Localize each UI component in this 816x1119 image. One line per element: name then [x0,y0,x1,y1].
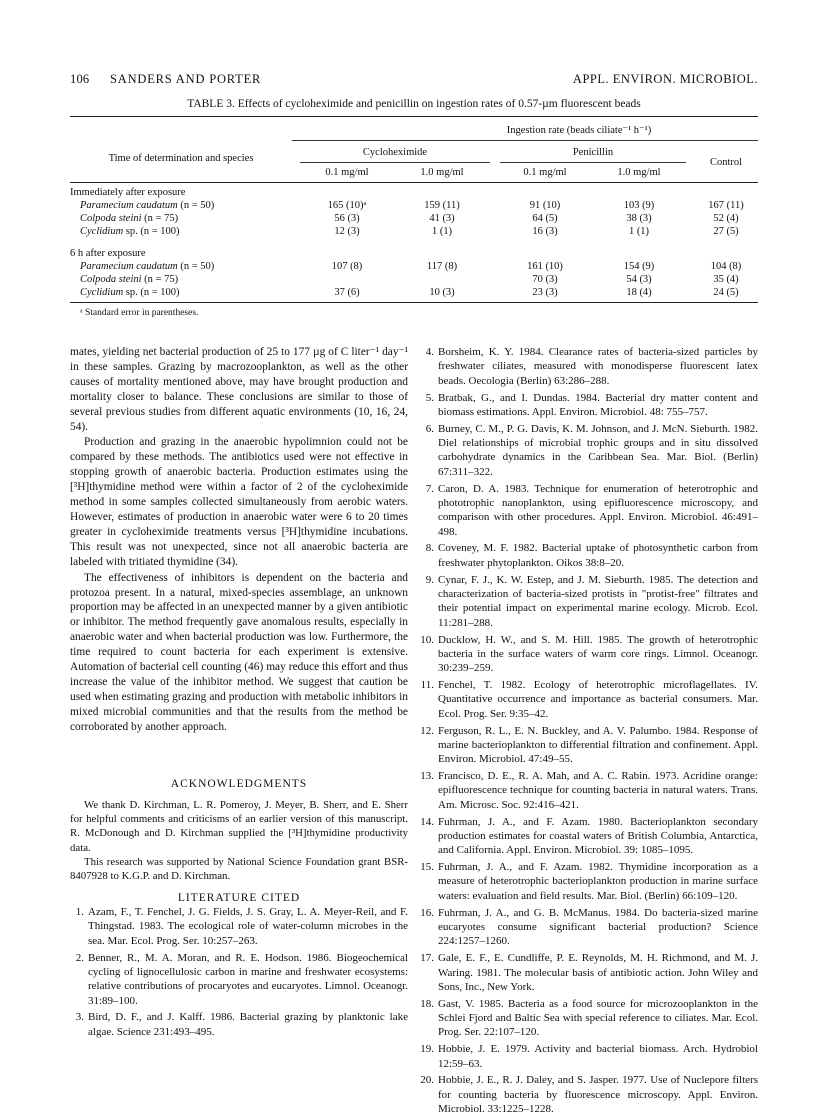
table-cell: 1 (1) [628,226,650,237]
table-row-species: Colpoda steini (n = 75) [80,274,179,285]
acknowledgments-section [70,777,408,906]
reference-item: 13 . Francisco, D. E., R. A. Mah, and A. C. Rabin. 1973. Acridine orange: epifluorescence technique for counting bacteria in natural waters. Trans. Am. Microsc. Soc. 92:416–421. [420,769,758,812]
table-cell: 52 (4) [713,213,739,224]
table-cell: 41 (3) [429,213,455,224]
reference-item: 15 . Fuhrman, J. A., and F. Azam. 1982. Thymidine incorporation as a measure of heterotrophic bacterioplankton production in marine surface waters: evaluation and field results. Mar. Biol. (Berlin) 66:109–120. [420,860,758,903]
reference-item: 20 . Hobbie, J. E., R. J. Daley, and S. Jasper. 1977. Use of Nuclepore filters for counting bacteria by fluorescence microscopy. Appl. Environ. Microbiol. 33:1225–1228. [420,1073,758,1116]
acknowledgments-funding: This research was supported by National Science Foundation grant BSR-8407928 to K.G.P. and D. Kirchman. [70,855,408,882]
cycloheximide-header: Cycloheximide [362,147,428,158]
table-cell: 104 (8) [710,261,742,272]
table-cell: 161 (10) [527,261,563,272]
reference-item: 14 . Fuhrman, J. A., and F. Azam. 1980. Bacterioplankton secondary production estimates for coastal waters of British Columbia, Antarctica, and California. Appl. Environ. Microbiol. 39: 1085–1095. [420,815,758,858]
reference-item: 19 . Hobbie, J. E. 1979. Activity and bacterial biomass. Arch. Hydrobiol 12:59–63. [420,1042,758,1071]
subcol-cyclo-1.0: 1.0 mg/ml [420,167,464,178]
ingestion-rate-header: Ingestion rate (beads ciliate⁻¹ h⁻¹) [506,125,652,136]
reference-list-left [70,905,408,1042]
table-cell: 23 (3) [532,287,558,298]
table-cell: 18 (4) [626,287,652,298]
reference-item: 10 . Ducklow, H. W., and S. M. Hill. 1985. The growth of heterotrophic bacteria in the surface waters of warm core rings. Limnol. Oceanogr. 30:239–259. [420,633,758,676]
reference-item: 12 . Ferguson, R. L., E. N. Buckley, and A. V. Palumbo. 1984. Response of marine bacterioplankton to differential filtration and confinement. Appl. Environ. Microbiol. 47:49–55. [420,724,758,767]
cyclo-subrule [300,162,490,163]
reference-item: 11 . Fenchel, T. 1982. Ecology of heterotrophic microflagellates. IV. Quantitative occurrence and importance as bacterial consumers. Mar. Ecol. Prog. Ser. 9:35–42. [420,678,758,721]
reference-item: 16 . Fuhrman, J. A., and G. B. McManus. 1984. Do bacteria-sized marine eucaryotes consume significant bacterial production? Science 224:1257–1260. [420,906,758,949]
section-label: Immediately after exposure [70,187,186,198]
acknowledgments-text: We thank D. Kirchman, L. R. Pomeroy, J. Meyer, B. Sherr, and E. Sherr for helpful comments and criticisms of an earlier version of this manuscript. R. McDonough and D. Kirchman supplied the [³H]thymidine productivity data. [70,798,408,854]
table-cell: 16 (3) [532,226,558,237]
reference-item: 8 . Coveney, M. F. 1982. Bacterial uptake of photosynthetic carbon from freshwater phytoplankton. Oikos 38:8–20. [420,541,758,570]
table-cell: 167 (11) [708,200,744,211]
penicillin-header: Penicillin [572,147,614,158]
table-cell: 27 (5) [713,226,739,237]
literature-cited-heading: LITERATURE CITED [177,892,301,905]
paragraph: Production and grazing in the anaerobic hypolimnion could not be compared by these methods. The antibiotics used were not effective in stopping growth of anaerobic bacteria. Production estimates using the [³H]thymidine method were within a factor of 2 of the cycloheximide method in some samples collected simultaneously from aerobic waters. However, estimates of production in anaerobic water were 6 to 20 times greater in cycloheximide treatments versus [³H]thymidine incubations. This result was not unexpected, since not all anaerobic bacteria are labeled with tritiated thymidine (34). [70,436,408,568]
table-cell: 103 (9) [623,200,655,211]
reference-item: 9 . Cynar, F. J., K. W. Estep, and J. M. Sieburth. 1985. The detection and characterization of bacteria-sized protists in "protist-free" filtrates and their potential impact on experimental marine ecology. Microb. Ecol. 11:281–288. [420,573,758,631]
reference-item: 6 . Burney, C. M., P. G. Davis, K. M. Johnson, and J. McN. Sieburth. 1982. Diel relationships of microbial trophic groups and in situ dissolved carbohydrate dynamics in the Caribbean Sea. Mar. Biol. (Berlin) 67:311–322. [420,422,758,480]
paragraph: mates, yielding net bacterial production of 25 to 177 µg of C liter⁻¹ day⁻¹ in these samples. Grazing by macrozooplankton, as well as the other causes of mortality mentioned above, may have brought production and mortality closer to balance. These conclusions are similar to those of several previous studies from different aquatic environments (10, 16, 24, 54). [70,346,408,433]
table-cell: 107 (8) [331,261,363,272]
pen-subrule [500,162,686,163]
species-column-header: Time of determination and species [108,153,254,164]
subcol-pen-1.0: 1.0 mg/ml [617,167,661,178]
table-cell: 24 (5) [713,287,739,298]
reference-item: 3 . Bird, D. F., and J. Kalff. 1986. Bacterial grazing by planktonic lake algae. Science 231:493–495. [70,1010,408,1039]
table-footnote: ᵃ Standard error in parentheses. [80,308,199,318]
reference-list-right [420,345,758,1119]
table-cell: 165 (10)ᵃ [327,200,367,211]
table-cell: 91 (10) [529,200,561,211]
table-bottom-rule [70,302,758,303]
reference-item: 18 . Gast, V. 1985. Bacteria as a food source for microzooplankton in the Schlei Fjord and Baltic Sea with special reference to ciliates. Mar. Ecol. Prog. Ser. 22:107–120. [420,997,758,1040]
reference-item: 4 . Borsheim, K. Y. 1984. Clearance rates of bacteria-sized particles by freshwater ciliates, measured with monodisperse fluorescent latex beads. Oecologia (Berlin) 63:286–288. [420,345,758,388]
table-cell: 64 (5) [532,213,558,224]
reference-item: 17 . Gale, E. F., E. Cundliffe, P. E. Reynolds, M. H. Richmond, and M. J. Waring. 1981. The molecular basis of antibiotic action. John Wiley and Sons, Inc., New York. [420,951,758,994]
table-row-species: Colpoda steini (n = 75) [80,213,179,224]
section-label: 6 h after exposure [70,248,146,259]
left-column-text [70,345,408,735]
paragraph: The effectiveness of inhibitors is dependent on the bacteria and protozoa present. In a natural, mixed-species assemblage, an unknown proportion may be affected in an unexpected manner by a given antibiotic or inhibitor. The method frequently gave anomalous results, especially in anaerobic water and when bacterial production was low. Furthermore, the time required to count bacteria for each experiment is extensive. Automation of bacterial cell counting (46) may reduce this effort and thus increase the value of the inhibitor method. We suggest that caution be used when estimating grazing and production with metabolic inhibitors in mixed microbial communities and that the results from the method be corroborated by another approach. [70,571,408,733]
reference-item: 5 . Bratbak, G., and I. Dundas. 1984. Bacterial dry matter content and biomass estimations. Appl. Environ. Microbiol. 48: 755–757. [420,391,758,420]
table-row-species: Paramecium caudatum (n = 50) [80,200,215,211]
subcol-cyclo-0.1: 0.1 mg/ml [325,167,369,178]
running-authors: SANDERS AND PORTER [110,72,262,86]
header-subrule [292,140,758,141]
table-cell: 117 (8) [426,261,458,272]
reference-item: 2 . Benner, R., M. A. Moran, and R. E. Hodson. 1986. Biogeochemical cycling of lignocellulosic carbon in marine and freshwater ecosystems: relative contributions of procaryotes and eucaryotes. Limnol. Oceanogr. 31:89–100. [70,951,408,1009]
table-cell: 154 (9) [623,261,655,272]
header-bottom-rule [70,182,758,183]
reference-item: 1 . Azam, F., T. Fenchel, J. G. Fields, J. S. Gray, L. A. Meyer-Reil, and F. Thingstad. 1983. The ecological role of water-column microbes in the sea. Mar. Ecol. Prog. Ser. 10:257–263. [70,905,408,948]
journal-name: APPL. ENVIRON. MICROBIOL. [572,72,758,86]
table-cell: 159 (11) [424,200,460,211]
table-cell: 12 (3) [334,226,360,237]
table-cell: 37 (6) [334,287,360,298]
table-cell: 54 (3) [626,274,652,285]
control-header: Control [709,157,743,168]
table-top-rule [70,116,758,117]
table-cell: 1 (1) [431,226,453,237]
acknowledgments-heading: ACKNOWLEDGMENTS [170,778,308,790]
table-caption: TABLE 3. Effects of cycloheximide and penicillin on ingestion rates of 0.57-µm fluorescent beads [187,98,641,110]
table-cell: 70 (3) [532,274,558,285]
table-row-species: Paramecium caudatum (n = 50) [80,261,215,272]
table-cell: 10 (3) [429,287,455,298]
table-row-species: Cyclidium sp. (n = 100) [80,287,180,298]
page-number: 106 [70,72,90,86]
running-header [70,72,758,88]
table-cell: 38 (3) [626,213,652,224]
reference-item: 7 . Caron, D. A. 1983. Technique for enumeration of heterotrophic and phototrophic nanoplankton, using epifluorescence microscopy, and comparison with other procedures. Appl. Environ. Microbiol. 46:491–498. [420,482,758,540]
table-cell: 35 (4) [713,274,739,285]
table-cell: 56 (3) [334,213,360,224]
table-row-species: Cyclidium sp. (n = 100) [80,226,180,237]
subcol-pen-0.1: 0.1 mg/ml [523,167,567,178]
